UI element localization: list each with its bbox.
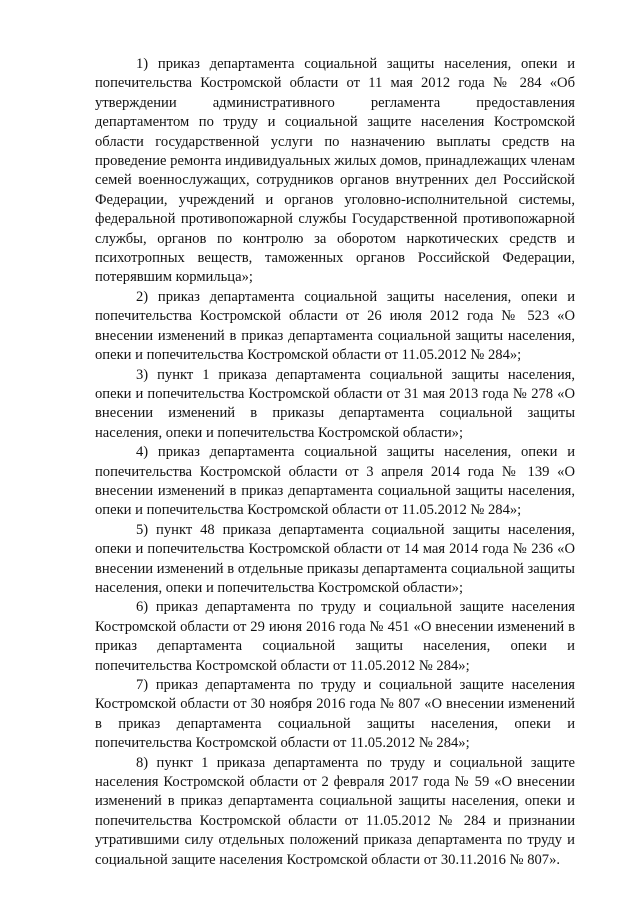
list-item-7: 7) приказ департамента по труду и социальной защите населения Костромской области от 30 ноября 2016 года № 807 «О внесении изменений в приказ департамента социальной защиты населения, опеки и попечительства Костромской области от 11.05.2012 № 284»; (95, 677, 575, 752)
list-item-6: 6) приказ департамента по труду и социальной защите населения Костромской области от 29 июня 2016 года № 451 «О внесении изменений в приказ департамента социальной защиты населения, опеки и попечительства Костромской области от 11.05.2012 № 284»; (95, 599, 575, 674)
document-body (95, 55, 575, 870)
list-item-8: 8) пункт 1 приказа департамента по труду и социальной защите населения Костромской области от 2 февраля 2017 года № 59 «О внесении изменений в приказ департамента социальной защиты населения, опеки и попечительства Костромской области от 11.05.2012 № 284 и признании утратившими силу отдельных положений приказа департамента по труду и социальной защите населения Костромской области от 30.11.2016 № 807». (95, 754, 575, 868)
list-item-5: 5) пункт 48 приказа департамента социальной защиты населения, опеки и попечительства Костромской области от 14 мая 2014 года № 236 «О внесении изменений в отдельные приказы департамента социальной защиты населения, опеки и попечительства Костромской области»; (95, 521, 575, 596)
list-item-3: 3) пункт 1 приказа департамента социальной защиты населения, опеки и попечительства Костромской области от 31 мая 2013 года № 278 «О внесении изменений в приказы департамента социальной защиты населения, опеки и попечительства Костромской области»; (95, 366, 575, 441)
list-item-1: 1) приказ департамента социальной защиты населения, опеки и попечительства Костромской области от 11 мая 2012 года № 284 «Об утверждении административного регламента предоставления департаментом по труду и социальной защите населения Костромской области государственной услуги по назначению выплаты средств на проведение ремонта индивидуальных жилых домов, принадлежащих членам семей военнослужащих, сотрудников органов внутренних дел Российской Федерации, учреждений и органов уголовно-исполнительной системы, федеральной противопожарной службы Государственной противопожарной службы, органов по контролю за оборотом наркотических средств и психотропных веществ, таможенных органов Российской Федерации, потерявшим кормильца»; (95, 56, 575, 286)
list-item-2: 2) приказ департамента социальной защиты населения, опеки и попечительства Костромской области от 26 июля 2012 года № 523 «О внесении изменений в приказ департамента социальной защиты населения, опеки и попечительства Костромской области от 11.05.2012 № 284»; (95, 288, 575, 364)
list-item-4: 4) приказ департамента социальной защиты населения, опеки и попечительства Костромской области от 3 апреля 2014 года № 139 «О внесении изменений в приказ департамента социальной защиты населения, опеки и попечительства Костромской области от 11.05.2012 № 284»; (95, 444, 575, 519)
